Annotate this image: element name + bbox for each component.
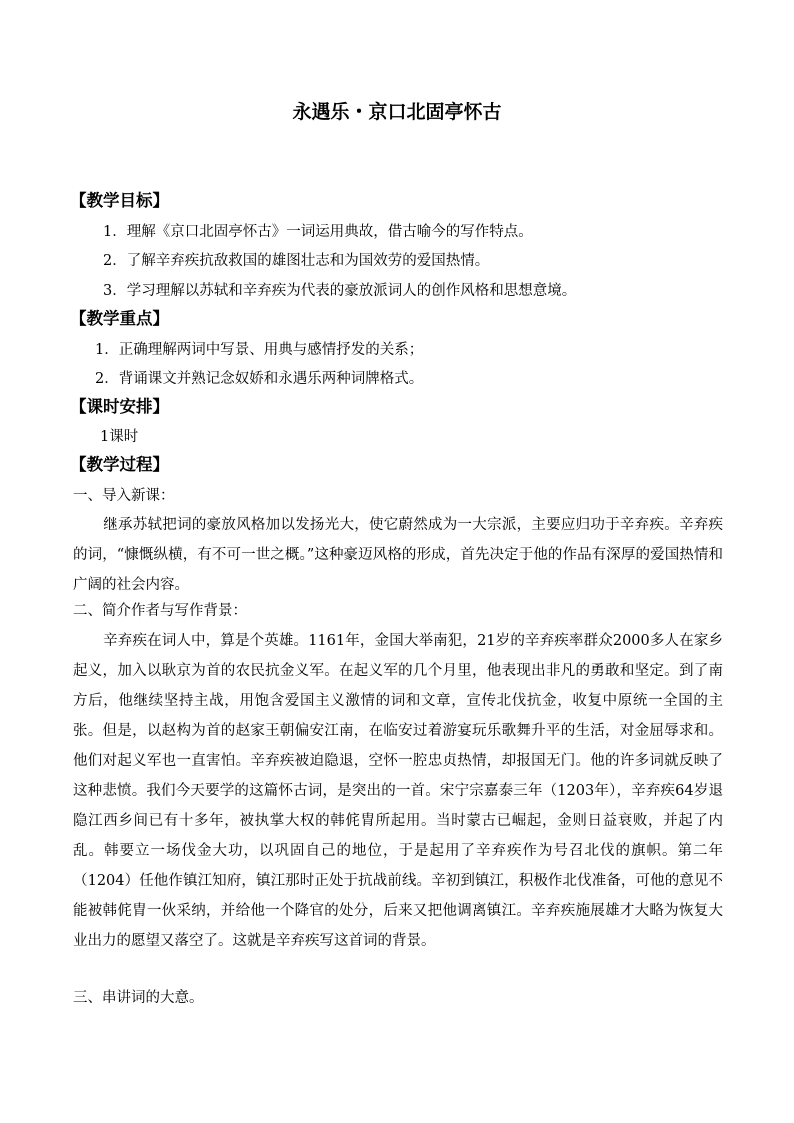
schedule-heading: 【课时安排】 <box>70 397 169 416</box>
section-body <box>73 510 723 600</box>
section-title: 一、导入新课： <box>73 488 175 504</box>
goal-item: 1．理解《京口北固亭怀古》一词运用典故，借古喻今的写作特点。 <box>103 224 533 240</box>
key-point-item: 1．正确理解两词中写景、用典与感情抒发的关系； <box>95 342 424 358</box>
process-heading: 【教学过程】 <box>70 455 169 474</box>
goals-heading: 【教学目标】 <box>70 191 169 210</box>
key-point-item: 2．背诵课文并熟记念奴娇和永遇乐两种词牌格式。 <box>95 371 424 387</box>
section-body <box>73 626 723 956</box>
key-points-heading: 【教学重点】 <box>70 309 169 328</box>
page-title: 永遇乐・京口北固亭怀古 <box>292 101 502 123</box>
goal-item: 2．了解辛弃疾抗敌救国的雄图壮志和为国效劳的爱国热情。 <box>103 253 490 269</box>
section-title: 二、简介作者与写作背景： <box>73 603 247 619</box>
goal-item: 3．学习理解以苏轼和辛弃疾为代表的豪放派词人的创作风格和思想意境。 <box>103 283 577 299</box>
section-body-text: 辛弃疾在词人中，算是个英雄。1161年，金国大举南犯，21岁的辛弃疾率群众2000多人在家乡起义，加入以耿京为首的农民抗金义军。在起义军的几个月里，他表现出非凡的勇敢和坚定。到了南方后，他继续坚持主战，用饱含爱国主义激情的词和文章，宣传北伐抗金，收复中原统一全国的主张。但是，以赵构为首的赵家王朝偏安江南，在临安过着游宴玩乐歌舞升平的生活，对金屈辱求和。他们对起义军也一直害怕。辛弃疾被迫隐退，空怀一腔忠贞热情，却报国无门。他的许多词就反映了这种悲愤。我们今天要学的这篇怀古词，是突出的一首。宋宁宗嘉泰三年（1203年），辛弃疾64岁退隐江西乡间已有十多年，被执掌大权的韩侂胄所起用。当时蒙古已崛起，金则日益衰败，并起了内乱。韩要立一场伐金大功，以巩固自己的地位，于是起用了辛弃疾作为号召北伐的旗帜。第二年（1204）任他作镇江知府，镇江那时正处于抗战前线。辛初到镇江，积极作北伐准备，可他的意见不能被韩侂胄一伙采纳，并给他一个降官的处分，后来又把他调离镇江。辛弃疾施展雄才大略为恢复大业出力的愿望又落空了。这就是辛弃疾写这首词的背景。 <box>73 633 723 949</box>
section-title: 三、串讲词的大意。 <box>73 990 204 1006</box>
section-body-text: 继承苏轼把词的豪放风格加以发扬光大，使它蔚然成为一大宗派，主要应归功于辛弃疾。辛弃疾的词，“慷慨纵横，有不可一世之概。”这种豪迈风格的形成，首先决定于他的作品有深厚的爱国热情和广阔的社会内容。 <box>73 517 723 593</box>
schedule-text: 1课时 <box>100 429 139 445</box>
